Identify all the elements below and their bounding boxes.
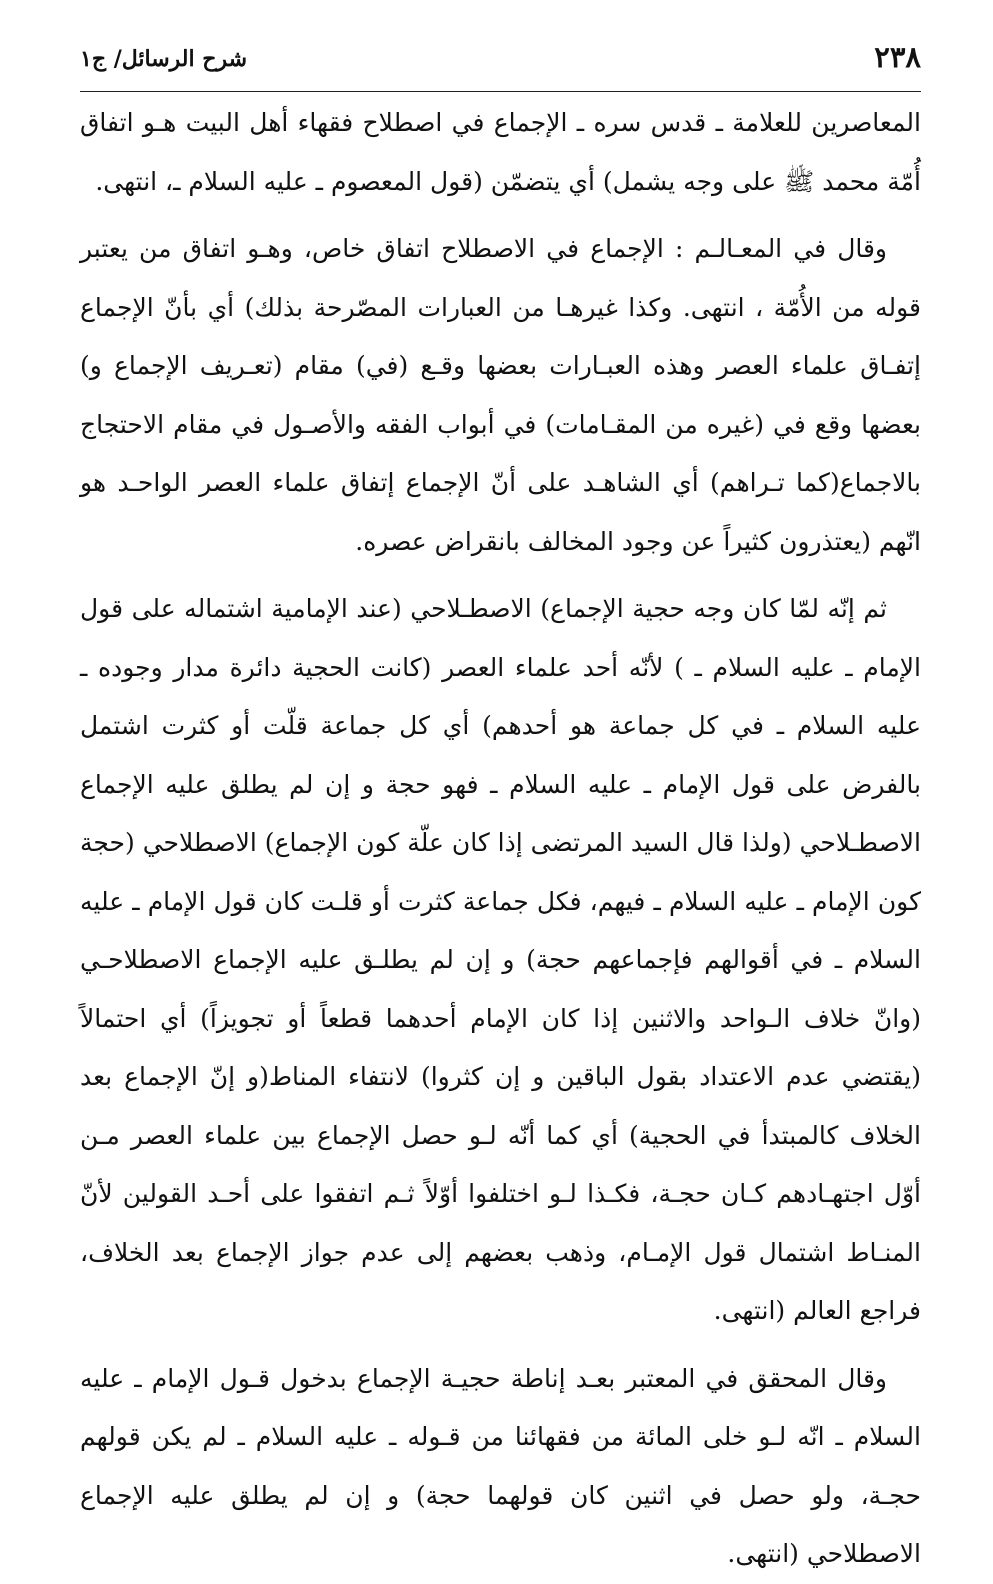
paragraph-4: وقال المحقق في المعتبر بعـد إناطة حجيـة الإجماع بدخول قـول الإمام ـ عليه السلام ـ انّه لـو خلى المائة من فقهائنا من قـوله ـ عليه السلام ـ لم يكن قولهم حجـة، ولو حصل في اثنين كان قولهما حجة) و إن لم يطلق عليه الإجماع الاصطلاحي (انتهى. [80, 1363, 921, 1568]
paragraph-1: المعاصرين للعلامة ـ قدس سره ـ الإجماع في اصطلاح فقهاء أهل البيت هـو اتفاق أُمّة محمد ﷺ على وجه يشمل) أي يتضمّن (قول المعصوم ـ عليه السلام ـ، انتهى. [80, 108, 921, 196]
paragraph-3: ثم إنّه لمّا كان وجه حجية الإجماع) الاصطـلاحي (عند الإمامية اشتماله على قول الإمام ـ عليه السلام ـ ) لأنّه أحد علماء العصر (كانت الحجية دائرة مدار وجوده ـ عليه السلام ـ في كل جماعة هو أحدهم) أي كل جماعة قلّت أو كثرت اشتمل بالفرض على قول الإمام ـ عليه السلام ـ فهو حجة و إن لم يطلق عليه الإجماع الاصطـلاحي (ولذا قال السيد المرتضى إذا كان علّة كون الإجماع) الاصطلاحي (حجة كون الإمام ـ عليه السلام ـ فيهم، فكل جماعة كثرت أو قلـت كان قول الإمام ـ عليه السلام ـ في أقوالهم فإجماعهم حجة) و إن لم يطلـق عليه الإجماع الاصطلاحـي (وانّ خلاف الـواحد والاثنين إذا كان الإمام أحدهما قطعاً أو تجويزاً) أي احتمالاً (يقتضي عدم الاعتداد بقول الباقين و إن كثروا) لانتفاء المناط(و إنّ الإجماع بعد الخلاف كالمبتدأ في الحجية) أي كما أنّه لـو حصل الإجماع بين علماء العصر مـن أوّل اجتهـادهم كـان حجـة، فكـذا لـو اختلفوا أوّلاً ثـم اتفقوا على أحـد القولين لأنّ المنـاط اشتمال قول الإمـام، وذهب بعضهم إلى عدم جواز الإجماع بعد الخلاف، فراجع العالم (انتهى. [80, 594, 921, 1325]
header-divider [80, 91, 921, 92]
page-header [80, 38, 921, 92]
running-title: شرح الرسائل/ ج١ [80, 46, 248, 72]
body-text [80, 94, 921, 1584]
page-number: ٢٣٨ [874, 40, 921, 74]
paragraph-2: وقال في المعـالـم : الإجماع في الاصطلاح اتفاق خاص، وهـو اتفاق من يعتبر قوله من الأُمّة ، انتهى. وكذا غيرهـا من العبارات المصّرحة بذلك) أي بأنّ الإجماع إتفـاق علماء العصر وهذه العبـارات بعضها وقـع (في) مقام (تعـريف الإجماع و) بعضها وقع في (غيره من المقـامات) في أبواب الفقه والأصـول في مقام الاحتجاج بالاجماع(كما تـراهم) أي الشاهـد على أنّ الإجماع إتفاق علماء العصر الواحـد هو انّهم (يعتذرون كثيراً عن وجود المخالف بانقراض عصره. [80, 234, 921, 556]
